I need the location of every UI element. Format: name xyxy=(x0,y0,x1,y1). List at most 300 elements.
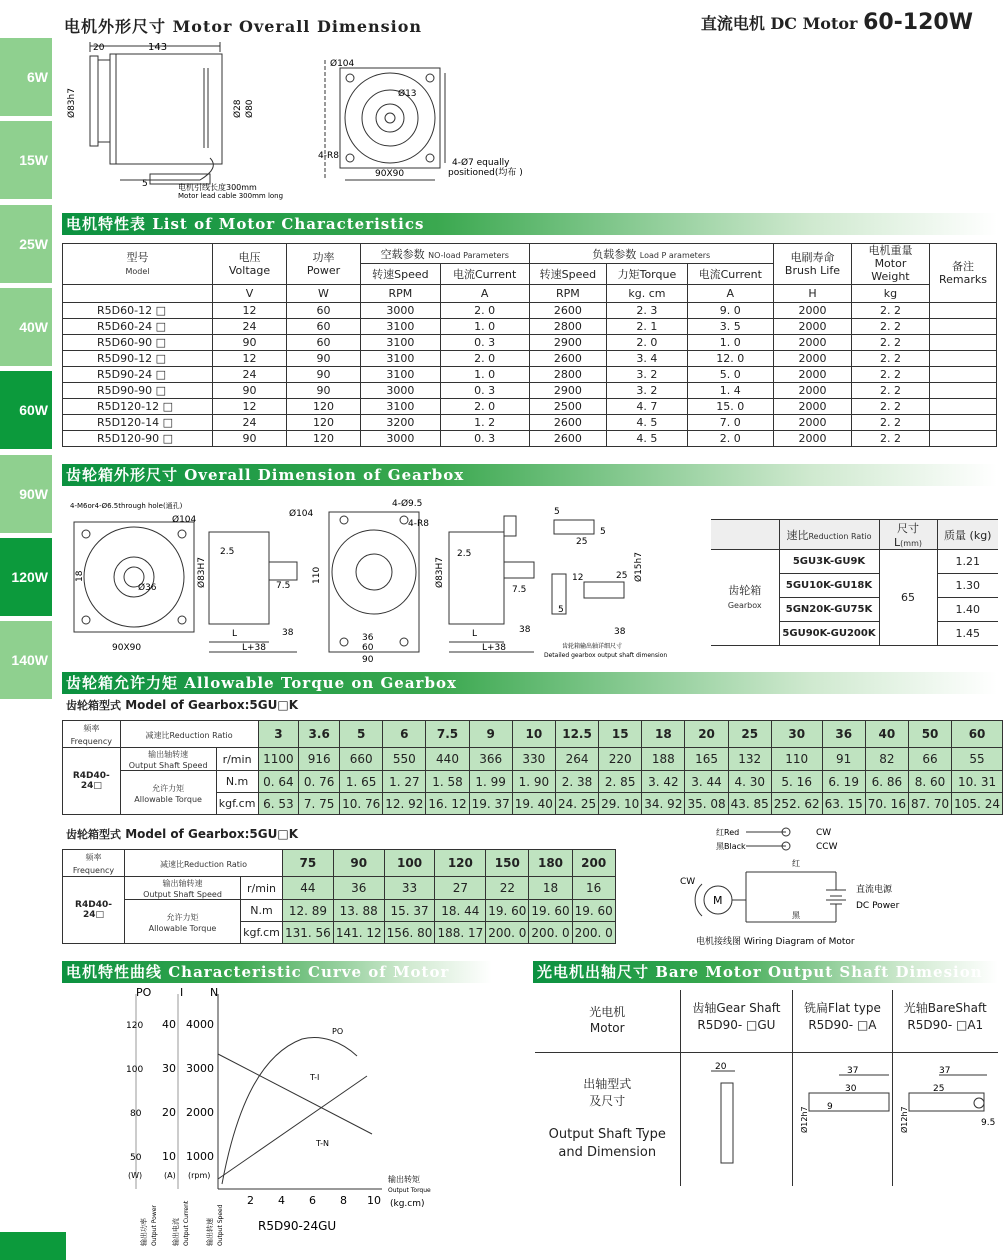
nm-cell: 19. 60 xyxy=(486,900,529,922)
svg-text:黑Black: 黑Black xyxy=(716,842,746,851)
table-row xyxy=(63,318,997,334)
svg-text:Ø36: Ø36 xyxy=(138,583,157,593)
table-row xyxy=(63,366,997,382)
svg-text:L+38: L+38 xyxy=(242,643,267,653)
svg-text:4-Ø7 equally: 4-Ø7 equally xyxy=(452,158,510,168)
svg-text:L+38: L+38 xyxy=(482,643,507,653)
table-row xyxy=(63,414,997,430)
kgf-cell: 252. 62 xyxy=(771,793,822,815)
unit-rpm: r/min xyxy=(241,877,283,900)
svg-text:10: 10 xyxy=(162,1150,176,1163)
svg-text:Ø12h7: Ø12h7 xyxy=(800,1105,810,1133)
nm-cell: 0. 76 xyxy=(299,771,340,793)
svg-text:输出功率: 输出功率 xyxy=(140,1218,148,1246)
svg-text:2.5: 2.5 xyxy=(220,547,235,557)
ratio-cell: 20 xyxy=(685,721,728,748)
wiring-diagram xyxy=(676,822,936,952)
value-cell: 90 xyxy=(287,382,361,398)
value-cell: 2. 1 xyxy=(607,318,687,334)
svg-text:6: 6 xyxy=(309,1194,316,1207)
svg-text:(W): (W) xyxy=(128,1171,143,1180)
svg-text:(rpm): (rpm) xyxy=(188,1171,211,1180)
torque-table-1 xyxy=(62,720,1003,815)
ratio-cell: 40 xyxy=(865,721,908,748)
svg-text:R5D90-24GU: R5D90-24GU xyxy=(258,1219,337,1233)
tab-40w[interactable]: 40W xyxy=(0,288,52,366)
value-cell: 3200 xyxy=(361,414,441,430)
kgf-cell: 188. 17 xyxy=(435,922,486,944)
svg-text:PO: PO xyxy=(136,986,152,999)
svg-text:10: 10 xyxy=(367,1194,381,1207)
torque-table-2 xyxy=(62,849,616,944)
value-cell: 60 xyxy=(287,334,361,350)
remarks-cell xyxy=(929,302,996,318)
svg-text:20: 20 xyxy=(93,43,105,53)
table-row xyxy=(63,398,997,414)
svg-text:Output Speed: Output Speed xyxy=(217,1204,224,1246)
speed-cell: 55 xyxy=(952,748,1003,771)
nm-cell: 3. 42 xyxy=(642,771,685,793)
freq-header: 频率Frequency xyxy=(63,850,125,877)
unit-rpm: r/min xyxy=(216,748,258,771)
svg-text:T-N: T-N xyxy=(316,1139,330,1148)
kgf-cell: 12. 92 xyxy=(383,793,426,815)
ratio-cell: 180 xyxy=(529,850,572,877)
value-cell: 24 xyxy=(213,318,287,334)
kgf-cell: 87. 70 xyxy=(908,793,951,815)
torque-model: R4D40-24□ xyxy=(63,877,125,944)
svg-text:Ø83h7: Ø83h7 xyxy=(67,88,77,118)
kgf-cell: 131. 56 xyxy=(283,922,334,944)
value-cell: 2600 xyxy=(529,414,607,430)
tab-25w[interactable]: 25W xyxy=(0,205,52,283)
ratio-cell: 12.5 xyxy=(555,721,598,748)
value-cell: 3. 4 xyxy=(607,350,687,366)
unit-cell: RPM xyxy=(529,284,607,302)
value-cell: 0. 3 xyxy=(440,430,529,446)
svg-text:红Red: 红Red xyxy=(716,828,740,837)
svg-text:110: 110 xyxy=(312,566,322,584)
svg-text:Ø83H7: Ø83H7 xyxy=(197,556,207,588)
value-cell: 2600 xyxy=(529,302,607,318)
svg-text:5: 5 xyxy=(600,527,606,537)
table-row xyxy=(63,350,997,366)
ratio-cell: 100 xyxy=(384,850,435,877)
value-cell: 2600 xyxy=(529,350,607,366)
value-cell: 3000 xyxy=(361,302,441,318)
speed-cell: 550 xyxy=(383,748,426,771)
speed-cell: 91 xyxy=(822,748,865,771)
speed-cell: 22 xyxy=(486,877,529,900)
ratio-cell: 15 xyxy=(599,721,642,748)
nm-cell: 4. 30 xyxy=(728,771,771,793)
value-cell: 2. 2 xyxy=(851,430,929,446)
svg-text:L: L xyxy=(472,629,478,639)
svg-text:输出转速: 输出转速 xyxy=(206,1218,214,1246)
kgf-cell: 35. 08 xyxy=(685,793,728,815)
svg-text:Ø83H7: Ø83H7 xyxy=(435,556,445,588)
kgf-cell: 200. 0 xyxy=(572,922,615,944)
kgf-cell: 200. 0 xyxy=(486,922,529,944)
section-allowable-torque: 齿轮箱允许力矩 Allowable Torque on Gearbox xyxy=(62,672,997,694)
value-cell: 2000 xyxy=(773,430,851,446)
speed-cell: 18 xyxy=(529,877,572,900)
torque-model: R4D40-24□ xyxy=(63,748,121,815)
nm-cell: 13. 88 xyxy=(333,900,384,922)
svg-text:25: 25 xyxy=(576,537,588,547)
kgf-cell: 156. 80 xyxy=(384,922,435,944)
ratio-header: 减速比Reduction Ratio xyxy=(120,721,258,748)
svg-text:30: 30 xyxy=(162,1062,176,1075)
svg-text:9: 9 xyxy=(827,1101,834,1112)
speed-cell: 33 xyxy=(384,877,435,900)
value-cell: 1. 2 xyxy=(440,414,529,430)
value-cell: 2800 xyxy=(529,366,607,382)
remarks-cell xyxy=(929,366,996,382)
unit-kgf: kgf.cm xyxy=(216,793,258,815)
kgf-cell: 43. 85 xyxy=(728,793,771,815)
kgf-cell: 19. 37 xyxy=(469,793,512,815)
svg-text:N: N xyxy=(210,986,219,999)
value-cell: 90 xyxy=(213,382,287,398)
value-cell: 2500 xyxy=(529,398,607,414)
value-cell: 3100 xyxy=(361,366,441,382)
speed-cell: 330 xyxy=(512,748,555,771)
svg-text:L: L xyxy=(232,629,238,639)
svg-text:5: 5 xyxy=(142,179,148,189)
value-cell: 1. 0 xyxy=(440,318,529,334)
speed-cell: 36 xyxy=(333,877,384,900)
section-gearbox-dimension: 齿轮箱外形尺寸 Overall Dimension of Gearbox xyxy=(62,464,997,486)
value-cell: 120 xyxy=(287,430,361,446)
svg-text:100: 100 xyxy=(126,1065,144,1075)
remarks-cell xyxy=(929,398,996,414)
ratio-cell: 36 xyxy=(822,721,865,748)
ratio-cell: 6 xyxy=(383,721,426,748)
svg-text:T-I: T-I xyxy=(310,1073,320,1082)
svg-text:2000: 2000 xyxy=(186,1106,214,1119)
ratio-cell: 9 xyxy=(469,721,512,748)
svg-text:60: 60 xyxy=(362,643,374,653)
value-cell: 3100 xyxy=(361,350,441,366)
speed-cell: 188 xyxy=(642,748,685,771)
value-cell: 3. 2 xyxy=(607,366,687,382)
svg-text:25: 25 xyxy=(932,1083,944,1094)
ratio-cell: 7.5 xyxy=(426,721,469,748)
tab-90w[interactable]: 90W xyxy=(0,455,52,533)
model-cell: R5D60-24 □ xyxy=(63,318,213,334)
svg-text:(kg.cm): (kg.cm) xyxy=(390,1199,425,1209)
value-cell: 2. 0 xyxy=(440,398,529,414)
unit-kgf: kgf.cm xyxy=(241,922,283,944)
svg-text:CCW: CCW xyxy=(816,842,838,852)
svg-text:3000: 3000 xyxy=(186,1062,214,1075)
value-cell: 2. 2 xyxy=(851,334,929,350)
section-characteristic-curve: 电机特性曲线 Characteristic Curve of Motor xyxy=(62,961,492,983)
value-cell: 2900 xyxy=(529,334,607,350)
svg-text:38: 38 xyxy=(614,627,626,637)
unit-cell: kg xyxy=(851,284,929,302)
speed-cell: 82 xyxy=(865,748,908,771)
remarks-cell xyxy=(929,318,996,334)
svg-text:CW: CW xyxy=(680,877,696,887)
unit-nm: N.m xyxy=(216,771,258,793)
value-cell: 2. 2 xyxy=(851,350,929,366)
value-cell: 90 xyxy=(287,350,361,366)
table-row xyxy=(63,334,997,350)
svg-text:9.5: 9.5 xyxy=(980,1117,995,1128)
svg-text:36: 36 xyxy=(362,633,374,643)
svg-text:143: 143 xyxy=(148,42,168,53)
model-cell: R5D60-12 □ xyxy=(63,302,213,318)
characteristic-curve-chart xyxy=(62,984,502,1254)
speed-cell: 132 xyxy=(728,748,771,771)
svg-text:25: 25 xyxy=(616,571,628,581)
value-cell: 2. 3 xyxy=(607,302,687,318)
svg-text:直流电源: 直流电源 xyxy=(856,885,893,895)
svg-text:电机引线长度300mm: 电机引线长度300mm xyxy=(178,183,257,192)
speed-cell: 220 xyxy=(599,748,642,771)
nm-cell: 6. 19 xyxy=(822,771,865,793)
unit-cell: A xyxy=(440,284,529,302)
kgf-cell: 141. 12 xyxy=(333,922,384,944)
svg-text:(A): (A) xyxy=(164,1171,176,1180)
nm-cell: 1. 65 xyxy=(340,771,383,793)
value-cell: 2. 2 xyxy=(851,414,929,430)
svg-text:黑: 黑 xyxy=(792,911,800,920)
value-cell: 120 xyxy=(287,398,361,414)
value-cell: 0. 3 xyxy=(440,334,529,350)
speed-cell: 110 xyxy=(771,748,822,771)
svg-text:Motor lead cable 300mm long: Motor lead cable 300mm long xyxy=(178,192,284,200)
motor-characteristics-table: 型号 Model 电压 Voltage 功率 Power 空载参数 NO-load Parameters 负载参数 Load P arameters 电刷寿命 Brush Life 电机重量 Motor Weight 备注 Remarks 转速Speed 电流Current 转速Speed 力矩Torque 电流Current V W RPM A RPM kg. cm A H kg R5D60-12 □ 12 60 3000 2. 0 2600 2. 3 9. 0 2000 2. 2 R5D60-24 □ 24 60 3100 1. 0 2800 2. 1 3. 5 2000 2. 2 R5D60-90 □ 90 60 3100 0. 3 2900 2. 0 1. 0 2000 2. 2 R5D90-12 □ 12 90 3100 2. 0 2600 3. 4 12. 0 2000 2. 2 R5D90-24 □ 24 90 3100 1. 0 2800 3. 2 5. 0 2000 2. 2 R5D90-90 □ 90 90 3000 0. 3 2900 3. 2 1. 4 2000 2. 2 R5D120-12 □ 12 120 3100 2. 0 2500 4. 7 15. 0 2000 2. 2 R5D120-14 □ 24 120 3200 1. 2 2600 4. 5 7. 0 2000 2. 2 R5D120-90 □ 90 120 3000 0. 3 2600 4. 5 2. 0 2000 2. 2 xyxy=(62,243,997,447)
value-cell: 15. 0 xyxy=(687,398,773,414)
ratio-cell: 25 xyxy=(728,721,771,748)
ratio-cell: 18 xyxy=(642,721,685,748)
ratio-cell: 120 xyxy=(435,850,486,877)
value-cell: 24 xyxy=(213,414,287,430)
torque-label: 允许力矩 Allowable Torque xyxy=(125,900,241,944)
motor-dimension-drawing xyxy=(60,38,530,208)
kgf-cell: 7. 75 xyxy=(299,793,340,815)
kgf-cell: 105. 24 xyxy=(952,793,1003,815)
svg-text:DC Power: DC Power xyxy=(856,901,900,911)
kgf-cell: 6. 53 xyxy=(258,793,299,815)
value-cell: 60 xyxy=(287,318,361,334)
value-cell: 1. 4 xyxy=(687,382,773,398)
value-cell: 90 xyxy=(213,334,287,350)
value-cell: 2. 0 xyxy=(607,334,687,350)
kgf-cell: 34. 92 xyxy=(642,793,685,815)
gearbox-model-title-1: 齿轮箱型式 Model of Gearbox:5GU□K xyxy=(66,698,298,712)
unit-cell: W xyxy=(287,284,361,302)
svg-text:4: 4 xyxy=(278,1194,285,1207)
gearbox-model-title-2: 齿轮箱型式 Model of Gearbox:5GU□K xyxy=(66,827,298,841)
svg-text:Output Torque: Output Torque xyxy=(388,1187,431,1194)
speed-cell: 366 xyxy=(469,748,512,771)
svg-text:Ø104: Ø104 xyxy=(330,59,355,69)
nm-cell: 1. 27 xyxy=(383,771,426,793)
svg-text:5: 5 xyxy=(558,605,564,615)
value-cell: 12. 0 xyxy=(687,350,773,366)
page-title: 电机外形尺寸 Motor Overall Dimension xyxy=(64,17,423,36)
value-cell: 3100 xyxy=(361,318,441,334)
tab-6w[interactable]: 6W xyxy=(0,38,52,116)
svg-text:CW: CW xyxy=(816,828,832,838)
tab-140w[interactable]: 140W xyxy=(0,621,52,699)
svg-text:Ø12h7: Ø12h7 xyxy=(899,1105,909,1133)
svg-text:齿轮箱输出轴详细尺寸: 齿轮箱输出轴详细尺寸 xyxy=(562,643,623,650)
speed-cell: 916 xyxy=(299,748,340,771)
value-cell: 2. 0 xyxy=(440,302,529,318)
nm-cell: 8. 60 xyxy=(908,771,951,793)
ratio-cell: 60 xyxy=(952,721,1003,748)
ratio-cell: 50 xyxy=(908,721,951,748)
unit-cell: V xyxy=(213,284,287,302)
svg-text:120: 120 xyxy=(126,1021,144,1031)
section-motor-characteristics: 电机特性表 List of Motor Characteristics xyxy=(62,213,997,235)
value-cell: 2. 2 xyxy=(851,398,929,414)
speed-cell: 27 xyxy=(435,877,486,900)
value-cell: 2000 xyxy=(773,350,851,366)
value-cell: 5. 0 xyxy=(687,366,773,382)
value-cell: 0. 3 xyxy=(440,382,529,398)
svg-text:红: 红 xyxy=(792,859,800,868)
nm-cell: 3. 44 xyxy=(685,771,728,793)
model-cell: R5D120-90 □ xyxy=(63,430,213,446)
svg-text:90X90: 90X90 xyxy=(375,169,405,179)
value-cell: 4. 5 xyxy=(607,414,687,430)
value-cell: 2800 xyxy=(529,318,607,334)
svg-text:PO: PO xyxy=(332,1027,344,1036)
svg-text:Ø15h7: Ø15h7 xyxy=(634,552,644,582)
kgf-cell: 70. 16 xyxy=(865,793,908,815)
value-cell: 2. 0 xyxy=(687,430,773,446)
nm-cell: 1. 90 xyxy=(512,771,555,793)
svg-text:80: 80 xyxy=(130,1109,142,1119)
svg-text:90: 90 xyxy=(362,655,374,665)
remarks-cell xyxy=(929,334,996,350)
value-cell: 2000 xyxy=(773,366,851,382)
table-row xyxy=(63,430,997,446)
model-cell: R5D90-90 □ xyxy=(63,382,213,398)
value-cell: 2000 xyxy=(773,302,851,318)
bottom-tab xyxy=(0,1232,66,1260)
value-cell: 3000 xyxy=(361,382,441,398)
speed-cell: 440 xyxy=(426,748,469,771)
svg-text:Ø13: Ø13 xyxy=(398,89,417,99)
svg-text:Ø104: Ø104 xyxy=(289,509,314,519)
gearbox-table: 速比Reduction Ratio 尺寸 L(mm) 质量 (kg) 齿轮箱 Gearbox 5GU3K-GU9K 65 1.21 5GU10K-GU18K 1.30 5GN20K-GU75K 1.40 5GU90K-GU200K 1.45 xyxy=(711,519,998,646)
section-bare-motor-shaft: 光电机出轴尺寸 Bare Motor Output Shaft Dimesion xyxy=(533,961,998,983)
speed-cell: 44 xyxy=(283,877,334,900)
tab-60w[interactable]: 60W xyxy=(0,371,52,449)
speed-cell: 660 xyxy=(340,748,383,771)
svg-text:Detailed gearbox output shaft: Detailed gearbox output shaft dimension xyxy=(544,652,668,659)
value-cell: 2. 2 xyxy=(851,302,929,318)
nm-cell: 1. 99 xyxy=(469,771,512,793)
tab-120w[interactable]: 120W xyxy=(0,538,52,616)
value-cell: 2. 0 xyxy=(440,350,529,366)
svg-text:Ø80: Ø80 xyxy=(245,99,255,118)
svg-text:输出转矩: 输出转矩 xyxy=(388,1175,420,1184)
value-cell: 2000 xyxy=(773,318,851,334)
nm-cell: 10. 31 xyxy=(952,771,1003,793)
unit-nm: N.m xyxy=(241,900,283,922)
value-cell: 2000 xyxy=(773,414,851,430)
ratio-cell: 90 xyxy=(333,850,384,877)
svg-text:Ø104: Ø104 xyxy=(172,515,197,525)
model-cell: R5D120-12 □ xyxy=(63,398,213,414)
ratio-cell: 30 xyxy=(771,721,822,748)
remarks-cell xyxy=(929,350,996,366)
nm-cell: 18. 44 xyxy=(435,900,486,922)
value-cell: 3. 5 xyxy=(687,318,773,334)
svg-text:30: 30 xyxy=(845,1083,857,1094)
kgf-cell: 29. 10 xyxy=(599,793,642,815)
ratio-cell: 3.6 xyxy=(299,721,340,748)
svg-text:positioned(均布 ): positioned(均布 ) xyxy=(448,168,523,178)
unit-cell: A xyxy=(687,284,773,302)
svg-text:5: 5 xyxy=(554,507,560,517)
nm-cell: 15. 37 xyxy=(384,900,435,922)
ratio-cell: 3 xyxy=(258,721,299,748)
remarks-cell xyxy=(929,414,996,430)
svg-text:2: 2 xyxy=(247,1194,254,1207)
svg-text:4-M6or4-Ø6.5through hole(通孔): 4-M6or4-Ø6.5through hole(通孔) xyxy=(70,502,183,510)
svg-text:38: 38 xyxy=(282,628,294,638)
value-cell: 2900 xyxy=(529,382,607,398)
nm-cell: 6. 86 xyxy=(865,771,908,793)
value-cell: 9. 0 xyxy=(687,302,773,318)
value-cell: 3100 xyxy=(361,334,441,350)
speed-cell: 264 xyxy=(555,748,598,771)
value-cell: 2000 xyxy=(773,398,851,414)
table-row xyxy=(63,382,997,398)
value-cell: 12 xyxy=(213,302,287,318)
ratio-cell: 75 xyxy=(283,850,334,877)
page-title-right: 直流电机 DC Motor 60-120W xyxy=(700,10,973,35)
value-cell: 4. 7 xyxy=(607,398,687,414)
ratio-cell: 200 xyxy=(572,850,615,877)
tab-15w[interactable]: 15W xyxy=(0,121,52,199)
svg-text:40: 40 xyxy=(162,1018,176,1031)
value-cell: 2. 2 xyxy=(851,318,929,334)
svg-text:M: M xyxy=(713,894,723,907)
bare-motor-shaft-table: 光电机 Motor 齿轴Gear Shaft R5D90- □GU 铣扁Flat type R5D90- □A 光轴BareShaft R5D90- □A1 出轴型式 及尺寸 Output Shaft Type and Dimension 20 37 30 9 Ø12h7 37 25 Ø12h7 9.5 xyxy=(535,990,998,1186)
speed-label: 输出轴转速 Output Shaft Speed xyxy=(125,877,241,900)
value-cell: 3000 xyxy=(361,430,441,446)
svg-text:4-R8: 4-R8 xyxy=(408,519,429,529)
value-cell: 12 xyxy=(213,350,287,366)
nm-cell: 1. 58 xyxy=(426,771,469,793)
value-cell: 2600 xyxy=(529,430,607,446)
freq-header: 频率Frequency xyxy=(63,721,121,748)
remarks-cell xyxy=(929,430,996,446)
nm-cell: 19. 60 xyxy=(572,900,615,922)
svg-text:I: I xyxy=(180,986,184,999)
value-cell: 4. 5 xyxy=(607,430,687,446)
value-cell: 24 xyxy=(213,366,287,382)
svg-text:2.5: 2.5 xyxy=(457,549,472,559)
svg-text:4-R8: 4-R8 xyxy=(318,151,339,161)
kgf-cell: 200. 0 xyxy=(529,922,572,944)
remarks-cell xyxy=(929,382,996,398)
model-cell: R5D60-90 □ xyxy=(63,334,213,350)
svg-text:38: 38 xyxy=(519,625,531,635)
nm-cell: 19. 60 xyxy=(529,900,572,922)
speed-cell: 165 xyxy=(685,748,728,771)
